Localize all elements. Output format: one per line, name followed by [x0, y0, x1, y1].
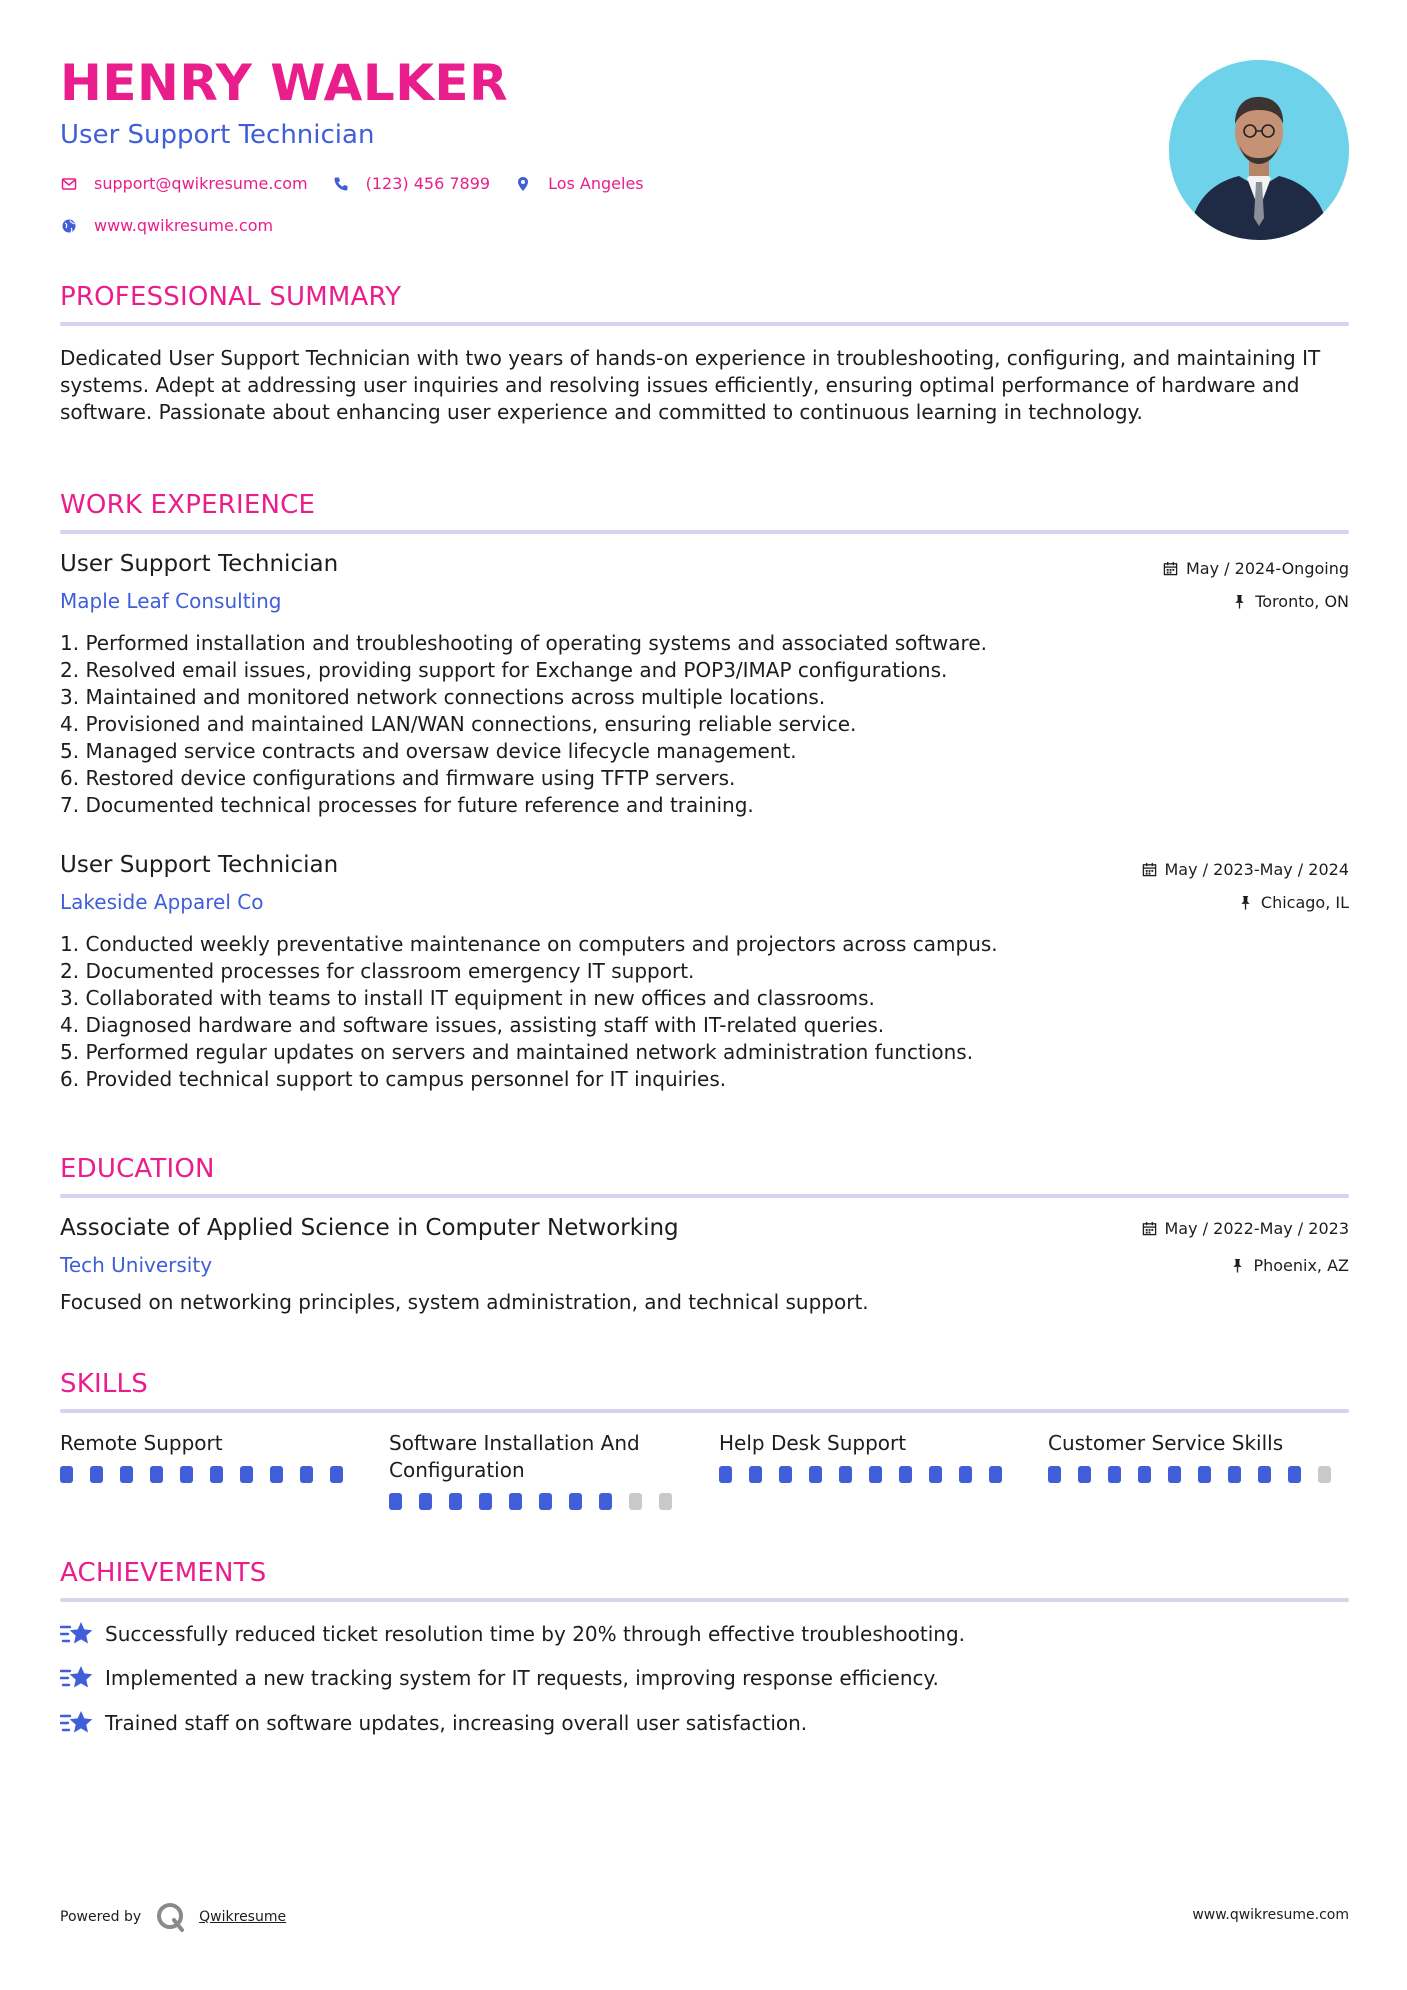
skill-dot-filled [989, 1466, 1002, 1483]
achievement-item [60, 1619, 965, 1649]
skill-dot-filled [240, 1466, 253, 1483]
education-location-text: Phoenix, AZ [1253, 1256, 1349, 1275]
section-divider [60, 322, 1349, 326]
job-dates-text: May / 2023-May / 2024 [1164, 860, 1349, 879]
skill-dot-filled [779, 1466, 792, 1483]
skill-dot-filled [509, 1493, 522, 1510]
section-title-experience: WORK EXPERIENCE [60, 490, 316, 520]
list-item: 2. Resolved email issues, providing support for Exchange and POP3/IMAP configurations. [60, 658, 948, 682]
list-item: 6. Restored device configurations and firmware using TFTP servers. [60, 766, 736, 790]
job-location-text: Toronto, ON [1255, 592, 1349, 611]
school-name: Tech University [60, 1253, 213, 1277]
job-location [1232, 592, 1349, 611]
achievement-item [60, 1708, 807, 1738]
skill-dot-filled [389, 1493, 402, 1510]
contact-email[interactable] [60, 174, 308, 193]
degree-title: Associate of Applied Science in Computer Networking [60, 1215, 679, 1241]
qwikresume-logo-icon [155, 1901, 187, 1933]
job-duties-list [60, 931, 1340, 1093]
achievement-text: Trained staff on software updates, increasing overall user satisfaction. [105, 1711, 808, 1735]
skill-item [1048, 1430, 1348, 1483]
profile-photo [1169, 60, 1349, 240]
footer-powered-by [60, 1901, 286, 1933]
skill-dot-filled [60, 1466, 73, 1483]
job-location [1238, 893, 1349, 912]
candidate-name: HENRY WALKER [60, 54, 509, 112]
job-duties-list [60, 630, 1340, 819]
skill-dot-filled [539, 1493, 552, 1510]
skill-dot-filled [569, 1493, 582, 1510]
footer-website[interactable]: www.qwikresume.com [1192, 1907, 1349, 1923]
skill-item [389, 1430, 689, 1510]
list-item: 3. Maintained and monitored network connections across multiple locations. [60, 685, 826, 709]
list-item: 5. Performed regular updates on servers and maintained network administration functions. [60, 1040, 974, 1064]
achievement-text: Successfully reduced ticket resolution time by 20% through effective troubleshooting. [105, 1622, 966, 1646]
list-item: 4. Diagnosed hardware and software issues, assisting staff with IT-related queries. [60, 1013, 885, 1037]
skill-dot-filled [869, 1466, 882, 1483]
section-divider [60, 1598, 1349, 1602]
email-text: support@qwikresume.com [94, 174, 308, 193]
star-icon [60, 1708, 94, 1738]
skill-dot-filled [1048, 1466, 1061, 1483]
section-title-summary: PROFESSIONAL SUMMARY [60, 282, 402, 312]
list-item: 3. Collaborated with teams to install IT equipment in new offices and classrooms. [60, 986, 875, 1010]
list-item: 7. Documented technical processes for future reference and training. [60, 793, 754, 817]
skill-dot-filled [959, 1466, 972, 1483]
job-title: User Support Technician [60, 852, 339, 878]
section-title-education: EDUCATION [60, 1154, 215, 1184]
section-divider [60, 1194, 1349, 1198]
job-title: User Support Technician [60, 551, 339, 577]
skill-dot-filled [300, 1466, 313, 1483]
brand-link[interactable]: Qwikresume [199, 1909, 287, 1925]
phone-text: (123) 456 7899 [365, 174, 491, 193]
education-dates-text: May / 2022-May / 2023 [1164, 1219, 1349, 1238]
skill-dot-filled [599, 1493, 612, 1510]
skill-dot-filled [899, 1466, 912, 1483]
skill-dot-filled [1138, 1466, 1151, 1483]
pushpin-icon [1230, 1258, 1245, 1273]
envelope-icon [60, 175, 78, 193]
section-title-skills: SKILLS [60, 1369, 148, 1399]
skill-dot-filled [449, 1493, 462, 1510]
skill-item [719, 1430, 1019, 1483]
skill-dot-filled [479, 1493, 492, 1510]
skill-name: Remote Support [60, 1431, 223, 1455]
skill-dot-filled [1108, 1466, 1121, 1483]
skill-dot-filled [1198, 1466, 1211, 1483]
job-company: Maple Leaf Consulting [60, 589, 282, 613]
contact-phone[interactable] [332, 174, 490, 193]
contact-website[interactable] [60, 216, 273, 235]
skill-dot-filled [809, 1466, 822, 1483]
calendar-icon [1142, 1221, 1157, 1236]
calendar-icon [1142, 862, 1157, 877]
skill-name: Help Desk Support [719, 1431, 907, 1455]
skill-name: Customer Service Skills [1048, 1431, 1284, 1455]
skill-rating [719, 1466, 1019, 1483]
list-item: 2. Documented processes for classroom emergency IT support. [60, 959, 695, 983]
skill-dot-filled [150, 1466, 163, 1483]
map-pin-icon [514, 175, 532, 193]
star-icon [60, 1663, 94, 1693]
skill-dot-filled [330, 1466, 343, 1483]
skill-dot-filled [120, 1466, 133, 1483]
section-divider [60, 1409, 1349, 1413]
website-text: www.qwikresume.com [94, 216, 274, 235]
job-dates [1163, 559, 1349, 578]
skill-dot-filled [1078, 1466, 1091, 1483]
skill-dot-filled [929, 1466, 942, 1483]
skill-dot-empty [1318, 1466, 1331, 1483]
location-text: Los Angeles [548, 174, 644, 193]
list-item: 1. Performed installation and troubleshooting of operating systems and associated software. [60, 631, 987, 655]
summary-text: Dedicated User Support Technician with two years of hands-on experience in troubleshooting, configuring, and maintaining IT systems. Adept at addressing user inquiries and resolving issues efficiently, ensuring optimal performance of hardware and software. Passionate about enhancing user experience and committed to continuous learning in technology. [60, 346, 1321, 424]
list-item: 5. Managed service contracts and oversaw device lifecycle management. [60, 739, 797, 763]
pushpin-icon [1238, 895, 1253, 910]
star-icon [60, 1619, 94, 1649]
education-location [1230, 1256, 1349, 1275]
skill-dot-filled [210, 1466, 223, 1483]
contact-row-primary [60, 174, 668, 193]
skill-dot-filled [1168, 1466, 1181, 1483]
list-item: 4. Provisioned and maintained LAN/WAN connections, ensuring reliable service. [60, 712, 857, 736]
job-dates [1142, 860, 1350, 879]
pushpin-icon [1232, 594, 1247, 609]
powered-by-label: Powered by [60, 1909, 142, 1925]
achievement-text: Implemented a new tracking system for IT requests, improving response efficiency. [105, 1666, 939, 1690]
phone-icon [332, 175, 350, 193]
section-divider [60, 530, 1349, 534]
contact-location [514, 174, 644, 193]
calendar-icon [1163, 561, 1178, 576]
skill-dot-filled [1288, 1466, 1301, 1483]
skill-dot-empty [629, 1493, 642, 1510]
education-dates [1142, 1219, 1350, 1238]
list-item: 6. Provided technical support to campus personnel for IT inquiries. [60, 1067, 727, 1091]
education-description: Focused on networking principles, system administration, and technical support. [60, 1290, 869, 1314]
job-company: Lakeside Apparel Co [60, 890, 264, 914]
skill-dot-filled [90, 1466, 103, 1483]
skill-name: Software Installation And Configuration [389, 1431, 640, 1482]
skill-dot-filled [719, 1466, 732, 1483]
skill-dot-filled [749, 1466, 762, 1483]
skill-dot-filled [270, 1466, 283, 1483]
skill-dot-filled [1258, 1466, 1271, 1483]
skill-item [60, 1430, 360, 1483]
job-location-text: Chicago, IL [1260, 893, 1349, 912]
contact-row-secondary [60, 216, 297, 235]
skill-dot-filled [1228, 1466, 1241, 1483]
candidate-title: User Support Technician [60, 120, 375, 150]
achievement-item [60, 1663, 939, 1693]
skill-dot-filled [839, 1466, 852, 1483]
section-title-achievements: ACHIEVEMENTS [60, 1558, 267, 1588]
skill-rating [1048, 1466, 1348, 1483]
list-item: 1. Conducted weekly preventative maintenance on computers and projectors across campus. [60, 932, 998, 956]
job-dates-text: May / 2024-Ongoing [1186, 559, 1349, 578]
skill-rating [389, 1493, 689, 1510]
skill-rating [60, 1466, 360, 1483]
skill-dot-filled [180, 1466, 193, 1483]
skill-dot-filled [419, 1493, 432, 1510]
globe-icon [60, 217, 78, 235]
skill-dot-empty [659, 1493, 672, 1510]
